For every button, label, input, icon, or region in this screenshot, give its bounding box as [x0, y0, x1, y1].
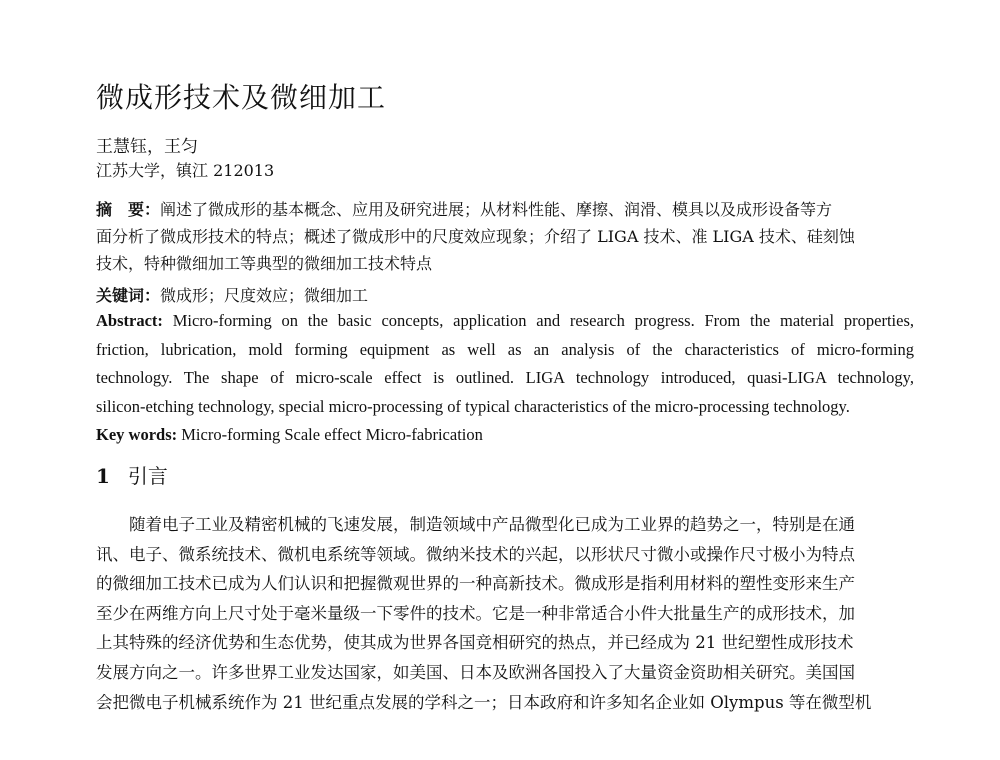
chinese-abstract-line: 技术，特种微细加工等典型的微细加工技术特点 — [96, 254, 433, 273]
english-abstract-line — [96, 307, 914, 336]
chinese-abstract — [96, 196, 916, 277]
body-line: 随着电子工业及精密机械的飞速发展，制造领域中产品微型化已成为工业界的趋势之一，特别是在通 — [129, 515, 855, 534]
english-keywords — [96, 421, 914, 450]
english-keywords-label: Key words: — [96, 425, 178, 444]
chinese-keywords — [96, 282, 916, 309]
english-abstract-line: silicon-etching technology, special micro-processing of typical characteristics of the micro-processing technology. — [96, 396, 850, 416]
english-abstract-text: Micro-forming on the basic concepts, application and research progress. From the material properties, — [162, 311, 914, 330]
english-abstract-line: friction, lubrication, mold forming equipment as well as an analysis of the characteristics of micro-forming — [96, 339, 914, 359]
english-abstract-line: technology. The shape of micro-scale effect is outlined. LIGA technology introduced, quasi-LIGA technology, — [96, 368, 914, 387]
body-line: 的微细加工技术已成为人们认识和把握微观世界的一种高新技术。微成形是指利用材料的塑性变形来生产 — [96, 574, 855, 594]
english-abstract — [96, 307, 914, 421]
chinese-keywords-line — [96, 282, 916, 309]
chinese-abstract-line: 面分析了微成形技术的特点；概述了微成形中的尺度效应现象；介绍了 LIGA 技术、准 LIGA 技术、硅刻蚀 — [96, 227, 855, 246]
chinese-keywords-label: 关键词： — [96, 286, 161, 305]
chinese-abstract-label: 摘 要： — [96, 200, 161, 219]
chinese-abstract-line — [96, 196, 916, 223]
section-heading — [96, 460, 168, 489]
section-number: 1 — [96, 464, 110, 488]
author-list: 王慧钰，王匀 — [96, 137, 198, 157]
body-line: 讯、电子、微系统技术、微机电系统等领域。微纳米技术的兴起，以形状尺寸微小或操作尺寸极小为特点 — [96, 544, 855, 564]
paper-title: 微成形技术及微细加工 — [96, 81, 387, 114]
body-paragraph — [96, 510, 916, 717]
body-line: 发展方向之一。许多世界工业发达国家，如美国、日本及欧洲各国投入了大量资金资助相关研究。美国国 — [96, 662, 855, 682]
chinese-abstract-text: 阐述了微成形的基本概念、应用及研究进展；从材料性能、摩擦、润滑、模具以及成形设备等方 — [160, 200, 833, 219]
chinese-keywords-text: 微成形；尺度效应；微细加工 — [160, 286, 369, 305]
affiliation: 江苏大学，镇江 212013 — [96, 161, 275, 180]
english-abstract-label: Abstract: — [96, 311, 163, 330]
body-line: 上其特殊的经济优势和生态优势，使其成为世界各国竞相研究的热点，并已经成为 21 世纪塑性成形技术 — [96, 633, 854, 653]
english-keywords-line — [96, 421, 914, 450]
english-keywords-text: Micro-forming Scale effect Micro-fabrication — [177, 425, 483, 444]
body-line: 会把微电子机械系统作为 21 世纪重点发展的学科之一；日本政府和许多知名企业如 Olympus 等在微型机 — [96, 692, 872, 712]
body-line: 至少在两维方向上尺寸处于毫米量级一下零件的技术。它是一种非常适合小件大批量生产的成形技术，加 — [96, 603, 855, 623]
section-title: 引言 — [127, 464, 168, 488]
